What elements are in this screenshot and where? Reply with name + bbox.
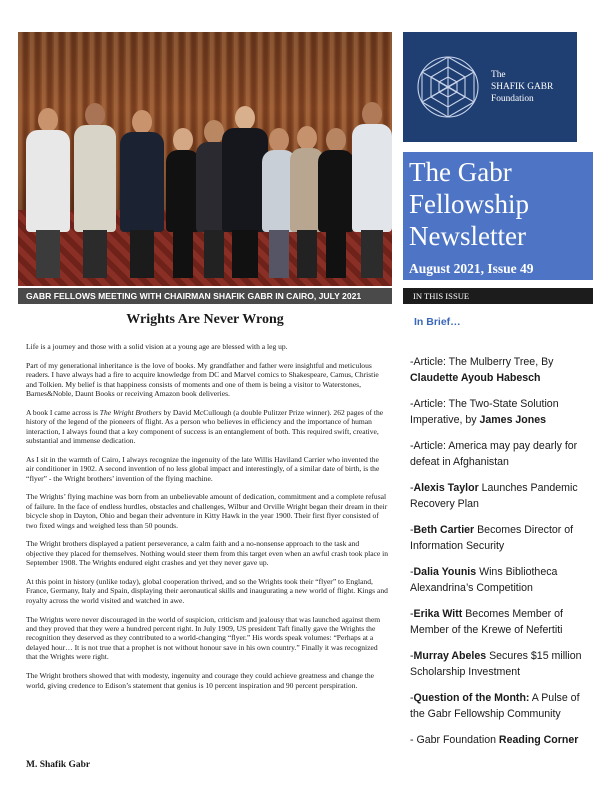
in-this-issue-label: IN THIS ISSUE — [403, 288, 593, 304]
article-paragraph: Part of my generational inheritance is the love of books. My grandfather and father were insightful and meticulous readers. I have always had a fire to acquire knowledge from DC and Marvel comics to Shakespeare, Camus, Christie and Tolkien. My belief is that happiness consists of moments and one of them is being a visitor to Waterstones, Barnes&Noble, Daunt Books or receiving Amazon book deliveries. — [26, 360, 379, 399]
photo-caption: GABR FELLOWS MEETING WITH CHAIRMAN SHAFIK GABR IN CAIRO, JULY 2021 — [18, 288, 392, 304]
book-title: The Wright Brothers — [99, 407, 162, 417]
group-photo — [18, 32, 392, 286]
article-paragraph: The Wright brothers showed that with modesty, ingenuity and courage they could achieve greatness and change the world, giving credence to Edison’s statement that genius is 10 percent inspiration and 90 percent perspiration. — [26, 671, 375, 690]
article-paragraph: Life is a journey and those with a solid vision at a young age are blessed with a leg up. — [26, 342, 288, 351]
toc-item[interactable]: -Erika Witt Becomes Member of Member of the Krewe of Nefertiti — [410, 608, 563, 636]
geodesic-sphere-icon — [413, 52, 483, 122]
article-paragraph: At this point in history (unlike today), global cooperation thrived, and so the Wrights took their “flyer” to England, France, Germany, Italy and Spain, displaying their aeronautical skills and inaugurating a new world of flight. Kings and royalty across the world visited and watched in awe. — [26, 577, 388, 605]
toc-item[interactable]: -Beth Cartier Becomes Director of Information Security — [410, 524, 574, 552]
toc-item[interactable]: -Question of the Month: A Pulse of the Gabr Fellowship Community — [410, 692, 580, 720]
masthead-title: Newsletter — [409, 221, 526, 251]
article-paragraph: As I sit in the warmth of Cairo, I always recognize the ingenuity of the late Willis Haviland Carrier who invented the air conditioner in 1902. A second invention of no less global impact and interestingly, of a similar date of birth, is the “flyer” - the Wright brothers’ invention of the flying machine. — [26, 454, 380, 483]
issue-date: August 2021, Issue 49 — [409, 261, 534, 276]
person-figure — [318, 128, 354, 278]
toc-item[interactable]: -Alexis Taylor Launches Pandemic Recovery Plan — [410, 482, 578, 510]
toc-item[interactable]: - Gabr Foundation Reading Corner — [410, 734, 579, 746]
article-paragraph: The Wright brothers displayed a patient perseverance, a calm faith and a no-nonsense approach to the task and objective they placed for themselves. Nothing would steer them from this target even when an awful crash took place in September 1908. The Wrights endured eight crashes and yet they never gave up. — [26, 539, 388, 568]
author-signature: M. Shafik Gabr — [26, 760, 91, 770]
logo-line: Foundation — [491, 94, 534, 104]
article-headline: Wrights Are Never Wrong — [126, 312, 284, 327]
newsletter-masthead — [403, 152, 593, 280]
article-body — [26, 342, 388, 699]
toc-item[interactable]: -Dalia Younis Wins Bibliotheca Alexandrina’s Competition — [410, 566, 558, 594]
person-figure — [120, 110, 164, 278]
toc-item[interactable]: -Article: The Mulberry Tree, By Claudette Ayoub Habesch — [410, 356, 554, 384]
logo-line: SHAFIK GABR — [491, 82, 554, 92]
toc-item[interactable]: -Article: The Two-State Solution Imperative, by James Jones — [410, 398, 559, 426]
article-paragraph: A book I came across is The Wright Brothers by David McCullough (a double Pulitzer Prize winner). 262 pages of the history of the legend of the pioneers of flight. As a person who believes in efficiency and the importance of human interaction, I always found that a key component of success is an entanglement of both. This required swift, creative, substantial and immense dedication. — [26, 407, 384, 446]
article-paragraph: The Wrights were never discouraged in the world of suspicion, criticism and jealousy that was launched against them and they proved that they were a hundred percent right. In July 1909, US president Taft finally gave the Wrights the recognition they deserved as they contributed to a world-changing “flyer.” His words speak volumes: “Perhaps at a delayed hour… It is not true that a prophet is not without honour save in his own country.” Finally it was recognized that the Wrights were right. — [26, 614, 381, 662]
masthead-title: Fellowship — [409, 189, 530, 219]
toc-item[interactable]: -Article: America may pay dearly for defeat in Afghanistan — [410, 440, 578, 468]
person-figure — [166, 128, 200, 278]
person-figure — [352, 102, 392, 278]
in-brief-heading: In Brief… — [414, 316, 461, 328]
foundation-logo — [403, 32, 577, 142]
toc-item[interactable]: -Murray Abeles Secures $15 million Scholarship Investment — [410, 650, 582, 678]
table-of-contents — [410, 354, 590, 758]
logo-line: The — [491, 70, 506, 80]
article-paragraph: The Wrights’ flying machine was born from an unbelievable amount of dedication, commitment and a complete refusal of failure. In the face of endless hurdles, obstacles and challenges, Wilbur and Orville Wright began their dream in their bicycle shop in Dayton, Ohio and began their adventure in Kitty Hawk in the year 1900. Their first flyer consisted of two fixed wings and weighed less than 50 pounds. — [26, 492, 388, 530]
masthead-title: The Gabr — [409, 157, 512, 187]
person-figure — [26, 108, 70, 278]
person-figure — [74, 103, 116, 278]
logo-wordmark — [491, 69, 553, 105]
